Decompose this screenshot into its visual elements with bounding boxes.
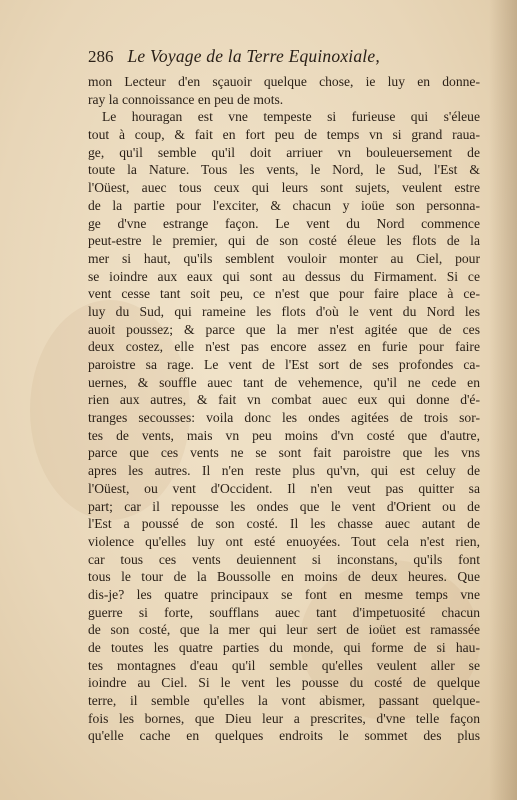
text-line: tranges secousses: voila donc les ondes agitées de trois sor-: [88, 410, 480, 426]
text-line: ge d'vne estrange façon. Le vent du Nord commence: [88, 215, 480, 231]
text-line: deux costez, elle n'est pas encore assez en furie pour faire: [88, 339, 480, 355]
text-line: mon Lecteur d'en sçauoir quelque chose, ie luy en donne-: [88, 74, 480, 89]
text-line: toute la Nature. Tous les vents, le Nord, le Sud, l'Est &: [88, 162, 480, 178]
text-line: ray la connoissance en peu de mots.: [88, 91, 284, 107]
text-line: de la partie pour l'exciter, & chacun y ioüe son personna-: [88, 197, 480, 213]
text-line: car tous ces vents deuiennent si inconstans, qu'ils font: [88, 551, 480, 567]
text-line: Le houragan est vne tempeste si furieuse qui s'éleue: [102, 109, 480, 125]
text-line: tes de vents, mais vn peu moins d'vn costé que d'autre,: [88, 427, 480, 443]
text-line: part; car il repousse les ondes que le vent d'Orient ou de: [88, 498, 480, 514]
text-line: ge, qu'il semble qu'il doit arriuer vn bouleuersement de: [88, 144, 480, 160]
text-line: apres les autres. Il n'en reste plus qu'vn, qui est celuy de: [88, 463, 480, 479]
text-line: fois les bornes, que Dieu leur a prescrites, d'vne telle façon: [88, 710, 480, 726]
body-text: [88, 73, 480, 745]
text-line: dis-je? les quatre principaux se font en mesme temps vne: [88, 586, 480, 602]
text-line: mer si haut, qu'ils semblent vouloir monter au Ciel, pour: [88, 250, 480, 266]
text-line: l'Oüest, ou vent d'Occident. Il n'en veut pas quitter sa: [88, 480, 480, 496]
text-line: l'Oüest, auec tous ceux qui leurs sont sujets, veulent estre: [88, 180, 480, 196]
text-line: l'Est a poussé de son costé. Il les chasse auec autant de: [88, 516, 480, 532]
text-line: parce que ces vents ne se sont fait paroistre que les vns: [88, 445, 480, 461]
text-line: rien aux autres, & fait vn combat auec eux qui donne d'é-: [88, 392, 480, 408]
text-line: violence qu'elles luy ont esté enuoyées. Tout cela n'est rien,: [88, 533, 480, 549]
text-line: de son costé, que la mer qui leur sert de ioüet est ramassée: [88, 622, 480, 638]
text-line: paroistre sa rage. Le vent de l'Est sort de ses profondes ca-: [88, 357, 480, 372]
page-number: 286: [88, 47, 114, 66]
text-line: peut-estre le premier, qui de son costé éleue les flots de la: [88, 233, 480, 249]
page-header: [88, 46, 478, 70]
text-line: tout à coup, & fait en fort peu de temps vn si grand raua-: [88, 127, 480, 143]
text-line: qu'elle cache en quelques endroits le sommet des plus: [88, 728, 480, 744]
text-line: ioindre au Ciel. Si le vent les pousse du costé de quelque: [88, 675, 480, 691]
text-line: tes montagnes d'eau qu'il semble qu'elles veulent aller se: [88, 657, 480, 673]
text-line: vent cesse tant soit peu, ce n'est que pour faire place à ce-: [88, 286, 480, 302]
text-line: se ioindre aux eaux qui sont au dessus du Firmament. Si ce: [88, 268, 480, 284]
text-line: auoit poussez; & parce que la mer n'est agitée que de ces: [88, 321, 480, 337]
running-title: Le Voyage de la Terre Equinoxiale,: [127, 46, 380, 66]
text-line: luy du Sud, qui rameine les flots d'où le vent du Nord les: [88, 303, 480, 319]
text-line: de toutes les quatre parties du monde, qui forme de si hau-: [88, 640, 480, 655]
text-line: guerre si forte, soufflans auec tant d'impetuosité chacun: [88, 604, 480, 620]
text-line: tous le tour de la Boussolle en moins de deux heures. Que: [88, 569, 480, 585]
text-line: terre, il semble qu'elles la vont abismer, passant quelque-: [88, 693, 480, 709]
text-line: uernes, & souffle auec tant de vehemence, qu'il ne cede en: [88, 374, 480, 390]
